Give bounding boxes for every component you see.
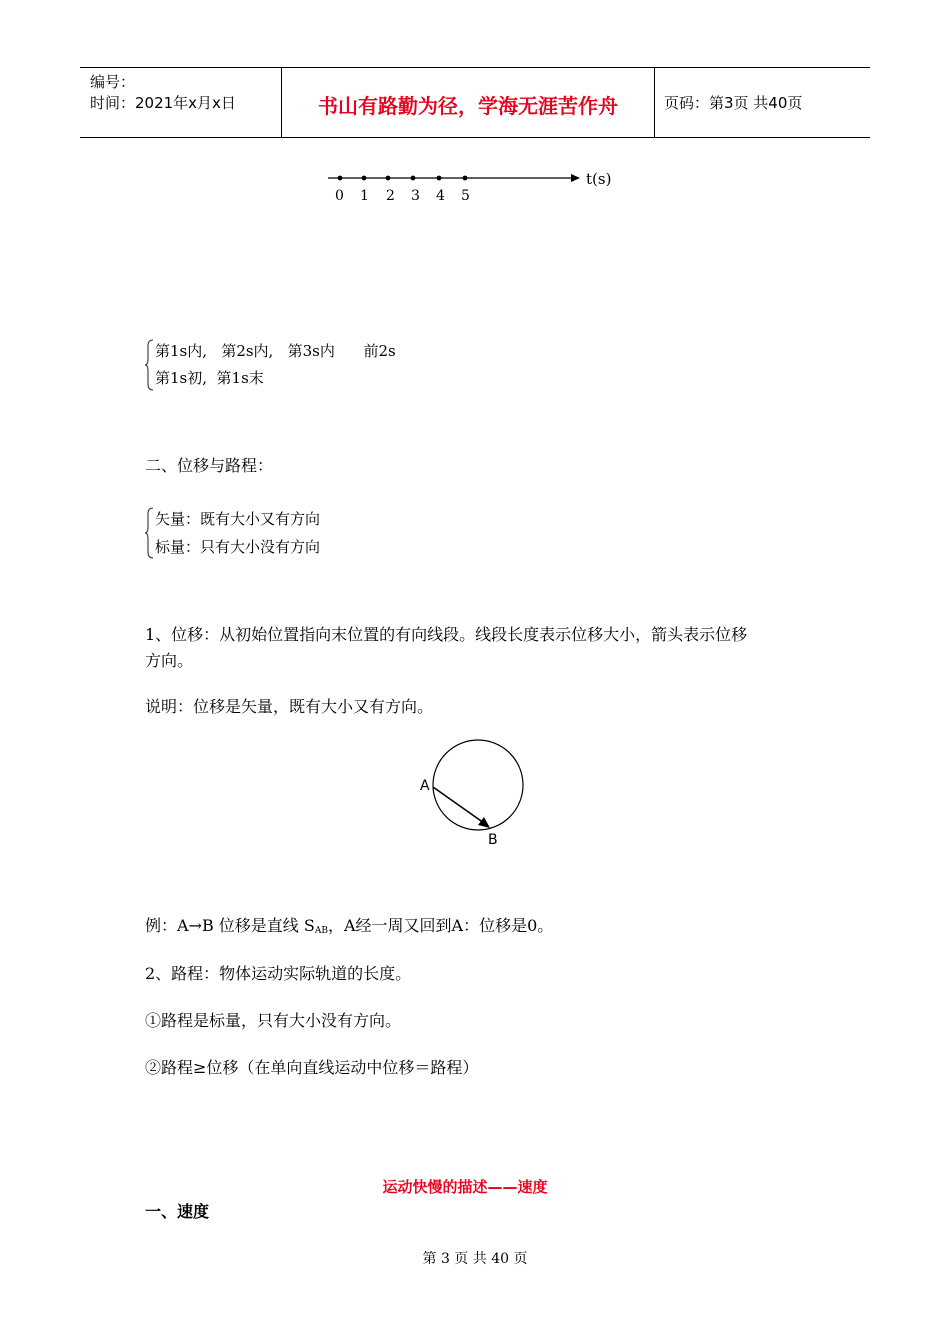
timeline-tick-label: 2 bbox=[386, 188, 395, 204]
path-point-2: ②路程≥位移（在单向直线运动中位移＝路程） bbox=[145, 1058, 479, 1077]
timeline-tick-label: 1 bbox=[360, 188, 369, 204]
displacement-definition-cont: 方向。 bbox=[145, 651, 194, 670]
timeline-tick-label: 5 bbox=[461, 188, 470, 204]
displacement-definition: 1、位移：从初始位置指向末位置的有向线段。线段长度表示位移大小，箭头表示位移 bbox=[145, 625, 748, 644]
subsection-heading: 一、速度 bbox=[145, 1202, 210, 1221]
displacement-vector bbox=[433, 787, 484, 823]
timeline-dot bbox=[463, 176, 468, 181]
page-footer: 第 3 页 共 40 页 bbox=[422, 1251, 528, 1267]
timeline-dot bbox=[437, 176, 442, 181]
section-title: 运动快慢的描述——速度 bbox=[382, 1178, 548, 1196]
displacement-note: 说明：位移是矢量，既有大小又有方向。 bbox=[145, 697, 434, 716]
time-brace-line1: 第1s内, 第2s内, 第3s内 前2s bbox=[155, 342, 396, 360]
date-label: 时间：2021年x月x日 bbox=[90, 94, 236, 112]
circular-path bbox=[433, 740, 523, 830]
timeline-dot bbox=[362, 176, 367, 181]
point-b-label: B bbox=[488, 832, 498, 848]
header-motto: 书山有路勤为径，学海无涯苦作舟 bbox=[318, 94, 618, 118]
timeline-tick-label: 4 bbox=[436, 188, 445, 204]
example-prefix: 例：A→B 位移是直线 S bbox=[145, 916, 315, 935]
header-left-cell bbox=[90, 72, 236, 114]
timeline-dot bbox=[338, 176, 343, 181]
timeline-tick-label: 0 bbox=[335, 188, 344, 204]
path-definition: 2、路程：物体运动实际轨道的长度。 bbox=[145, 964, 412, 983]
point-a-label: A bbox=[420, 778, 430, 794]
timeline-dot bbox=[411, 176, 416, 181]
arrowhead-icon bbox=[478, 817, 490, 828]
left-brace-icon bbox=[144, 507, 154, 559]
header-divider bbox=[654, 68, 655, 137]
left-brace-icon bbox=[144, 339, 154, 391]
path-point-1: ①路程是标量，只有大小没有方向。 bbox=[145, 1011, 402, 1030]
header-table bbox=[80, 67, 870, 138]
example-text bbox=[145, 913, 553, 936]
timeline-arrow-icon bbox=[571, 174, 580, 182]
scalar-definition: 标量：只有大小没有方向 bbox=[155, 538, 321, 556]
example-suffix: ，A经一周又回到A：位移是0。 bbox=[327, 916, 554, 935]
timeline-dot bbox=[386, 176, 391, 181]
time-brace-line2: 第1s初, 第1s末 bbox=[155, 369, 264, 387]
number-label: 编号： bbox=[90, 73, 136, 91]
vector-definition: 矢量：既有大小又有方向 bbox=[155, 510, 321, 528]
example-subscript: AB bbox=[314, 926, 328, 936]
timeline-tick-label: 3 bbox=[411, 188, 420, 204]
timeline-axis-label: t(s) bbox=[586, 170, 612, 188]
section2-heading: 二、位移与路程： bbox=[145, 456, 274, 475]
header-page-info: 页码：第3页 共40页 bbox=[664, 94, 803, 112]
circle-diagram bbox=[420, 736, 530, 836]
